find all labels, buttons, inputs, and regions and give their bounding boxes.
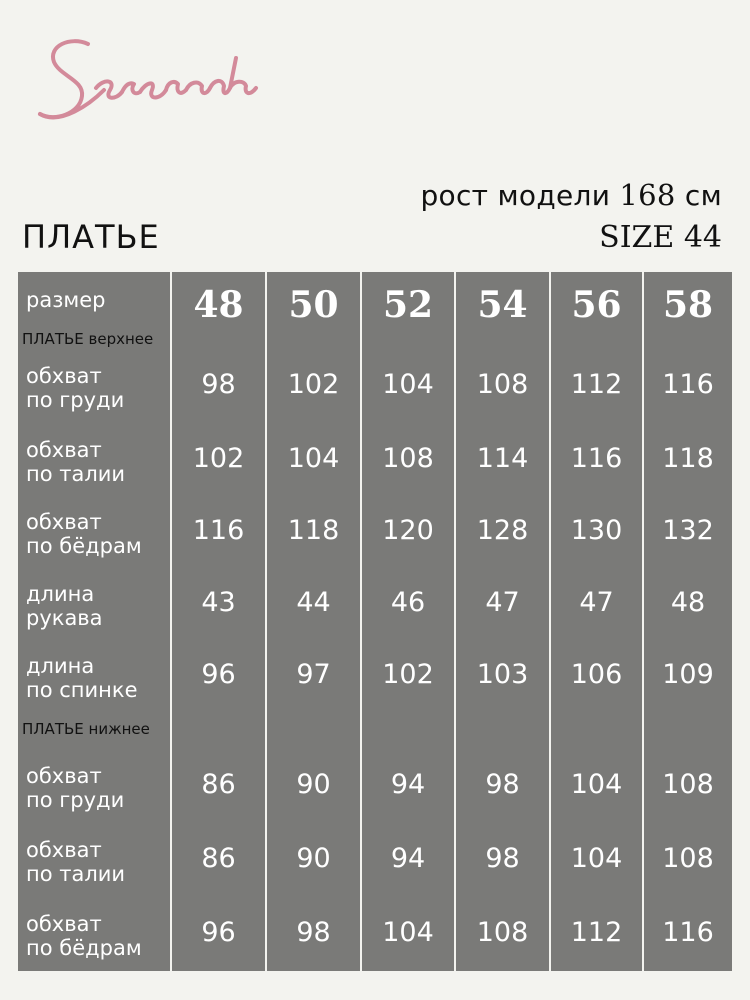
- table-cell: 114: [476, 443, 529, 474]
- model-height-value: 168: [619, 178, 676, 212]
- table-cell: 120: [382, 515, 434, 546]
- table-cell: 44: [296, 587, 331, 618]
- table-cell: 108: [382, 443, 434, 474]
- size-header-50: 50: [288, 284, 339, 326]
- row-label: [26, 654, 138, 702]
- model-height: [420, 178, 722, 212]
- row-label: [26, 582, 103, 630]
- table-cell: 130: [570, 515, 623, 546]
- table-cell: 104: [382, 369, 434, 400]
- row-label-line-2: по талии: [26, 462, 126, 486]
- table-cell: 128: [476, 515, 529, 546]
- table-cell: 96: [201, 659, 236, 690]
- row-label-line-1: длина: [26, 654, 95, 678]
- table-cell: 86: [201, 769, 236, 800]
- table-cell: 86: [201, 843, 236, 874]
- serenada-logo: [30, 30, 260, 140]
- size-header-54: 54: [477, 284, 528, 326]
- row-label-line-1: обхват: [26, 838, 102, 862]
- table-cell: 48: [670, 587, 706, 618]
- size-table: [18, 272, 732, 971]
- table-cell: 104: [382, 917, 434, 948]
- table-cell: 112: [570, 917, 623, 948]
- row-label-line-1: обхват: [26, 764, 102, 788]
- table-cell: 108: [662, 769, 714, 800]
- table-cell: 90: [296, 769, 331, 800]
- page-title: ПЛАТЬЕ: [22, 218, 160, 256]
- table-cell: 98: [296, 917, 331, 948]
- table-cell: 106: [570, 659, 623, 690]
- table-cell: 94: [390, 843, 426, 874]
- row-label-line-1: обхват: [26, 510, 102, 534]
- table-cell: 43: [201, 587, 236, 618]
- row-label-line-2: по груди: [26, 788, 125, 812]
- table-cell: 97: [296, 659, 331, 690]
- model-size-label: SIZE 44: [599, 220, 722, 255]
- table-cell: 104: [570, 769, 623, 800]
- table-cell: 102: [382, 659, 434, 690]
- table-cell: 108: [476, 369, 529, 400]
- table-cell: 108: [476, 917, 529, 948]
- table-cell: 96: [201, 917, 236, 948]
- row-label-line-2: рукава: [26, 606, 103, 630]
- row-label: [26, 912, 142, 960]
- size-header-58: 58: [662, 284, 714, 326]
- table-cell: 102: [287, 369, 340, 400]
- section-label: ПЛАТЬЕ нижнее: [22, 720, 150, 738]
- table-cell: 118: [662, 443, 714, 474]
- size-header-48: 48: [193, 284, 244, 326]
- row-label-line-2: по груди: [26, 388, 125, 412]
- table-cell: 98: [201, 369, 236, 400]
- table-cell: 108: [662, 843, 714, 874]
- row-label-line-1: обхват: [26, 364, 102, 388]
- table-cell: 94: [390, 769, 426, 800]
- row-label-line-2: по талии: [26, 862, 126, 886]
- table-cell: 90: [296, 843, 331, 874]
- row-label-line-2: по спинке: [26, 678, 138, 702]
- table-cell: 104: [287, 443, 340, 474]
- row-label: [26, 438, 125, 486]
- table-cell: 116: [662, 369, 714, 400]
- table-cell: 47: [485, 587, 520, 618]
- table-cell: 103: [476, 659, 529, 690]
- row-label: [26, 364, 124, 412]
- model-height-unit: см: [684, 179, 722, 212]
- row-label-line-2: по бёдрам: [26, 936, 142, 960]
- row-label-line-1: обхват: [26, 438, 102, 462]
- row-label-line-1: длина: [26, 582, 95, 606]
- table-cell: 102: [192, 443, 245, 474]
- table-cell: 46: [390, 587, 426, 618]
- table-cell: 98: [485, 769, 520, 800]
- model-height-prefix: рост модели: [420, 179, 611, 212]
- row-label: [26, 510, 142, 558]
- table-cell: 47: [579, 587, 614, 618]
- table-cell: 112: [570, 369, 623, 400]
- row-label: [26, 838, 125, 886]
- table-cell: 132: [662, 515, 714, 546]
- table-cell: 104: [570, 843, 623, 874]
- table-cell: 118: [287, 515, 340, 546]
- table-cell: 116: [570, 443, 623, 474]
- row-label-line-1: обхват: [26, 912, 102, 936]
- row-label: [26, 764, 124, 812]
- header-label: размер: [26, 288, 106, 312]
- row-label-line-2: по бёдрам: [26, 534, 142, 558]
- size-header-56: 56: [571, 284, 622, 326]
- table-cell: 116: [662, 917, 714, 948]
- table-cell: 109: [662, 659, 714, 690]
- table-cell: 116: [192, 515, 245, 546]
- section-label: ПЛАТЬЕ верхнее: [22, 330, 154, 348]
- table-cell: 98: [485, 843, 520, 874]
- size-header-52: 52: [382, 284, 434, 326]
